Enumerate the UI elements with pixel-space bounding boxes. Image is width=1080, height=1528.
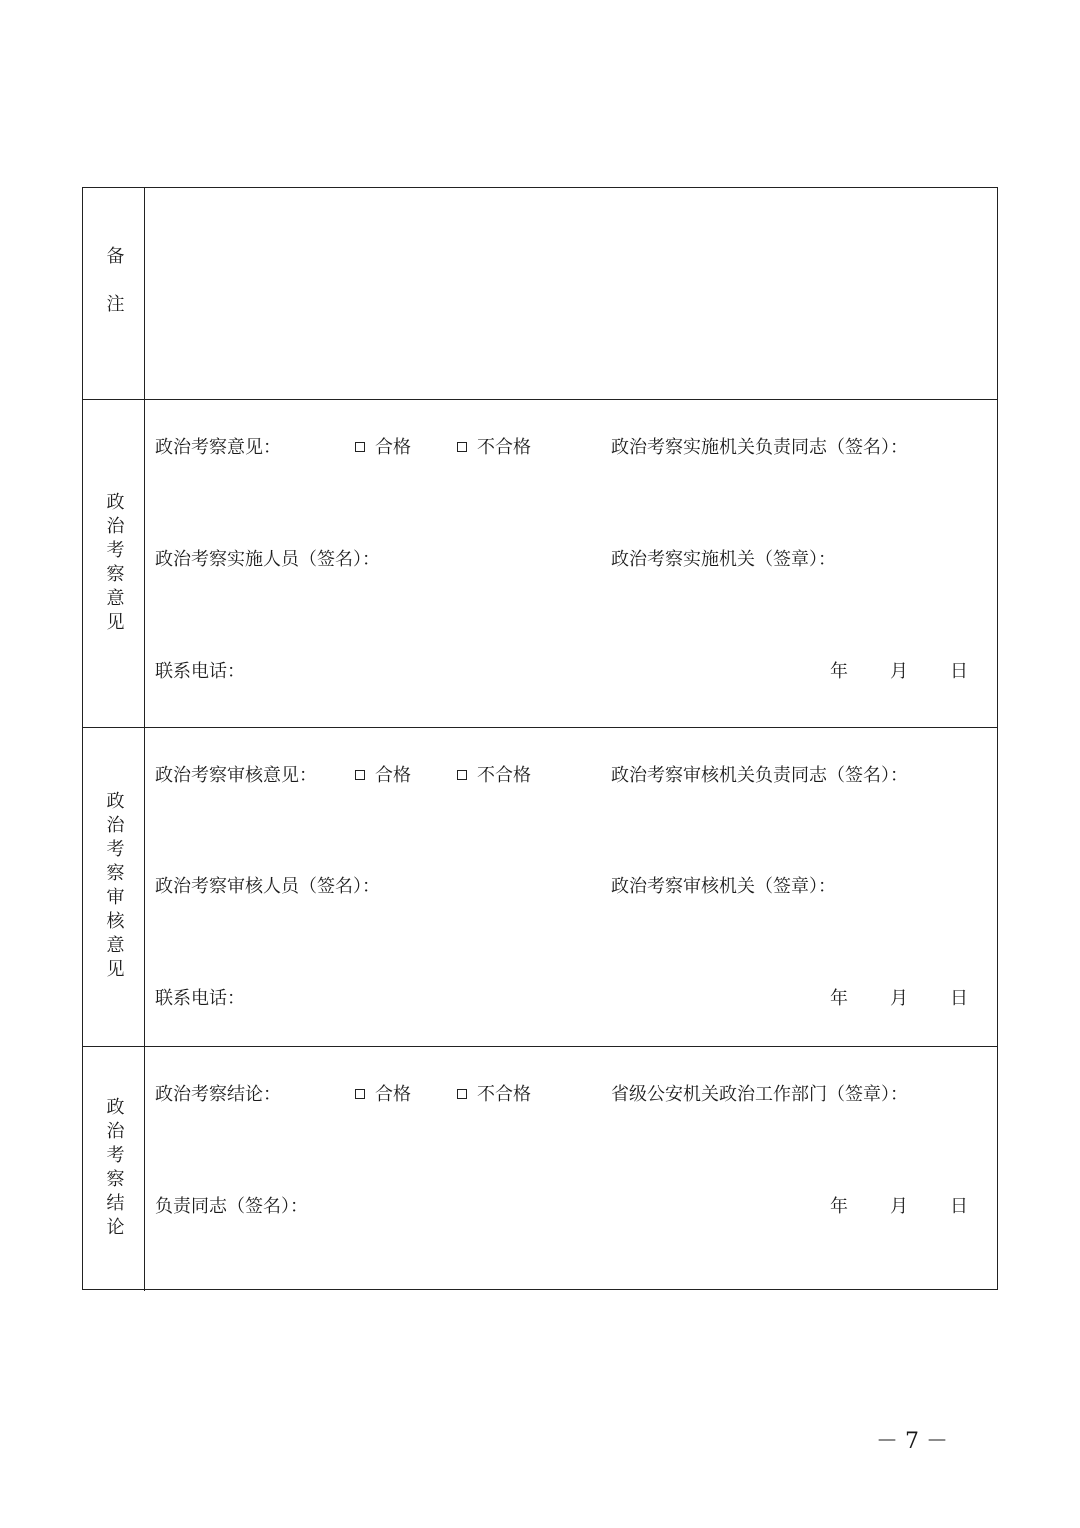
remarks-field[interactable] bbox=[145, 188, 997, 399]
opinion-label: 政治考察意见 bbox=[103, 491, 125, 636]
review-fail-label: 不合格 bbox=[477, 765, 531, 786]
page-number: － 7 － bbox=[876, 1429, 948, 1454]
opinion-row bbox=[83, 400, 997, 728]
opinion-leader-signature: 政治考察实施机关负责同志（签名）： bbox=[611, 437, 908, 458]
conclusion-label: 政治考察结论 bbox=[103, 1097, 125, 1241]
opinion-month: 月 bbox=[890, 661, 908, 682]
checkbox-icon[interactable] bbox=[355, 442, 365, 452]
conclusion-content bbox=[145, 1047, 997, 1291]
opinion-label-cell bbox=[83, 400, 145, 727]
remarks-row bbox=[83, 188, 997, 400]
opinion-staff-signature: 政治考察实施人员（签名）： bbox=[155, 549, 380, 570]
opinion-year: 年 bbox=[830, 661, 848, 682]
conclusion-leader-signature: 负责同志（签名）： bbox=[155, 1196, 308, 1217]
review-org-seal: 政治考察审核机关（签章）： bbox=[611, 876, 836, 897]
review-staff-signature: 政治考察审核人员（签名）： bbox=[155, 876, 380, 897]
review-title: 政治考察审核意见： bbox=[155, 765, 317, 786]
review-phone: 联系电话： bbox=[155, 988, 245, 1009]
checkbox-icon[interactable] bbox=[457, 770, 467, 780]
conclusion-fail-label: 不合格 bbox=[477, 1084, 531, 1105]
conclusion-row bbox=[83, 1047, 997, 1291]
political-review-form bbox=[82, 187, 998, 1290]
checkbox-icon[interactable] bbox=[355, 770, 365, 780]
opinion-day: 日 bbox=[950, 661, 968, 682]
review-label: 政治考察审核意见 bbox=[103, 791, 125, 983]
review-day: 日 bbox=[950, 988, 968, 1009]
opinion-pass-label: 合格 bbox=[375, 437, 411, 458]
conclusion-title: 政治考察结论： bbox=[155, 1084, 281, 1105]
conclusion-pass-option[interactable] bbox=[355, 1084, 411, 1106]
opinion-title: 政治考察意见： bbox=[155, 437, 281, 458]
conclusion-label-cell bbox=[83, 1047, 145, 1291]
review-fail-option[interactable] bbox=[457, 765, 531, 787]
opinion-pass-option[interactable] bbox=[355, 437, 411, 459]
conclusion-pass-label: 合格 bbox=[375, 1084, 411, 1105]
conclusion-year: 年 bbox=[830, 1196, 848, 1217]
review-pass-label: 合格 bbox=[375, 765, 411, 786]
opinion-phone: 联系电话： bbox=[155, 661, 245, 682]
opinion-org-seal: 政治考察实施机关（签章）： bbox=[611, 549, 836, 570]
review-leader-signature: 政治考察审核机关负责同志（签名）： bbox=[611, 765, 908, 786]
opinion-fail-option[interactable] bbox=[457, 437, 531, 459]
remarks-label: 备注 bbox=[103, 245, 125, 342]
conclusion-dept-seal: 省级公安机关政治工作部门（签章）： bbox=[611, 1084, 908, 1105]
review-label-cell bbox=[83, 728, 145, 1046]
checkbox-icon[interactable] bbox=[457, 442, 467, 452]
review-row bbox=[83, 728, 997, 1047]
review-month: 月 bbox=[890, 988, 908, 1009]
opinion-fail-label: 不合格 bbox=[477, 437, 531, 458]
checkbox-icon[interactable] bbox=[457, 1089, 467, 1099]
conclusion-day: 日 bbox=[950, 1196, 968, 1217]
review-year: 年 bbox=[830, 988, 848, 1009]
opinion-content bbox=[145, 400, 997, 727]
review-content bbox=[145, 728, 997, 1046]
review-pass-option[interactable] bbox=[355, 765, 411, 787]
remarks-label-cell bbox=[83, 188, 145, 399]
conclusion-month: 月 bbox=[890, 1196, 908, 1217]
conclusion-fail-option[interactable] bbox=[457, 1084, 531, 1106]
checkbox-icon[interactable] bbox=[355, 1089, 365, 1099]
